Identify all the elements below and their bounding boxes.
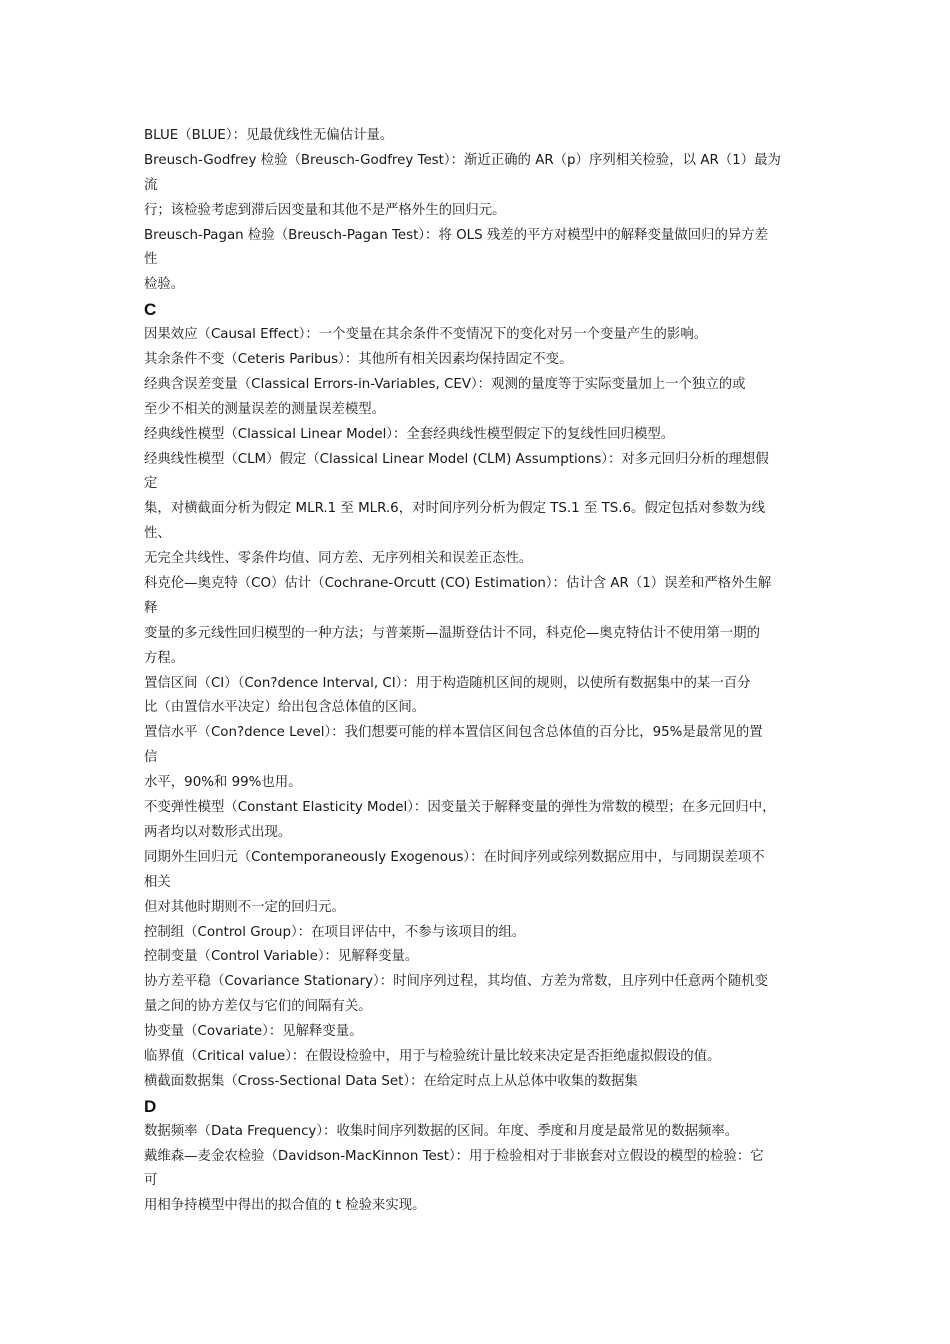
text-line: 其余条件不变（Ceteris Paribus）：其他所有相关因素均保持固定不变。 xyxy=(144,352,573,368)
text-line: 控制组（Control Group）：在项目评估中，不参与该项目的组。 xyxy=(144,924,526,940)
text-line: 定 xyxy=(144,476,158,492)
text-line: 比（由置信水平决定）给出包含总体值的区间。 xyxy=(144,700,426,716)
text-line: 性 xyxy=(144,252,158,268)
text-line: BLUE（BLUE）：见最优线性无偏估计量。 xyxy=(144,128,394,143)
text-line: 信 xyxy=(144,750,158,766)
text-line: 水平，90%和 99%也用。 xyxy=(144,775,302,791)
text-line: 经典线性模型（CLM）假定（Classical Linear Model (CLM) Assumptions）：对多元回归分析的理想假 xyxy=(144,451,769,467)
text-line: 不变弹性模型（Constant Elasticity Model）：因变量关于解释变量的弹性为常数的模型；在多元回归中， xyxy=(144,800,776,816)
text-line: 流 xyxy=(144,177,158,193)
text-line: 行；该检验考虑到滞后因变量和其他不是严格外生的回归元。 xyxy=(144,202,506,218)
text-line: 释 xyxy=(144,600,158,616)
text-line: 集，对横截面分析为假定 MLR.1 至 MLR.6，对时间序列分析为假定 TS.1 至 TS.6。假定包括对参数为线 xyxy=(144,501,765,517)
text-line: 至少不相关的测量误差的测量误差模型。 xyxy=(144,401,386,417)
text-line: 数据频率（Data Frequency）：收集时间序列数据的区间。年度、季度和月度是最常见的数据频率。 xyxy=(144,1123,739,1139)
text-line: 协变量（Covariate）：见解释变量。 xyxy=(144,1024,363,1040)
text-line: 置信区间（CI）（Con?dence Interval, CI）：用于构造随机区间的规则，以使所有数据集中的某一百分 xyxy=(144,675,751,691)
text-line: 变量的多元线性回归模型的一种方法；与普莱斯—温斯登估计不同，科克伦—奥克特估计不使用第一期的 xyxy=(144,625,760,641)
text-line: 置信水平（Con?dence Level）：我们想要可能的样本置信区间包含总体值的百分比，95%是最常见的置 xyxy=(144,725,763,741)
text-line: 相关 xyxy=(144,874,171,890)
text-line: 协方差平稳（Covariance Stationary）：时间序列过程，其均值、方差为常数，且序列中任意两个随机变 xyxy=(144,974,769,990)
section-heading-d: D xyxy=(144,1096,157,1116)
text-line: 科克伦—奥克特（CO）估计（Cochrane-Orcutt (CO) Estimation）：估计含 AR（1）误差和严格外生解 xyxy=(144,576,772,592)
text-line: 戴维森—麦金农检验（Davidson-MacKinnon Test）：用于检验相对于非嵌套对立假设的模型的检验：它 xyxy=(144,1148,764,1164)
text-line: 量之间的协方差仅与它们的间隔有关。 xyxy=(144,999,372,1015)
text-line: 无完全共线性、零条件均值、同方差、无序列相关和误差正态性。 xyxy=(144,551,533,567)
text-line: 同期外生回归元（Contemporaneously Exogenous）：在时间序列或综列数据应用中，与同期误差项不 xyxy=(144,849,765,865)
text-line: 经典线性模型（Classical Linear Model）：全套经典线性模型假定下的复线性回归模型。 xyxy=(144,426,675,442)
text-line: 临界值（Critical value）：在假设检验中，用于与检验统计量比较来决定是否拒绝虚拟假设的值。 xyxy=(144,1048,721,1064)
text-line: 两者均以对数形式出现。 xyxy=(144,824,292,840)
text-line: 横截面数据集（Cross-Sectional Data Set）：在给定时点上从总体中收集的数据集 xyxy=(144,1073,638,1089)
text-line: 用相争持模型中得出的拟合值的 t 检验来实现。 xyxy=(144,1198,426,1214)
text-line: Breusch-Pagan 检验（Breusch-Pagan Test）：将 OLS 残差的平方对模型中的解释变量做回归的异方差 xyxy=(144,227,769,243)
text-line: 检验。 xyxy=(144,277,185,293)
text-line: 因果效应（Causal Effect）：一个变量在其余条件不变情况下的变化对另一个变量产生的影响。 xyxy=(144,327,708,343)
document-page xyxy=(144,124,814,1219)
section-heading-c: C xyxy=(144,300,157,320)
text-line: Breusch-Godfrey 检验（Breusch-Godfrey Test）：渐近正确的 AR（p）序列相关检验，以 AR（1）最为 xyxy=(144,152,781,168)
text-line: 但对其他时期则不一定的回归元。 xyxy=(144,899,345,915)
text-line: 性、 xyxy=(144,526,171,542)
text-line: 可 xyxy=(144,1173,158,1189)
text-line: 控制变量（Control Variable）：见解释变量。 xyxy=(144,949,419,965)
text-line: 方程。 xyxy=(144,650,185,666)
text-line: 经典含误差变量（Classical Errors-in-Variables, CEV）：观测的量度等于实际变量加上一个独立的或 xyxy=(144,376,746,392)
